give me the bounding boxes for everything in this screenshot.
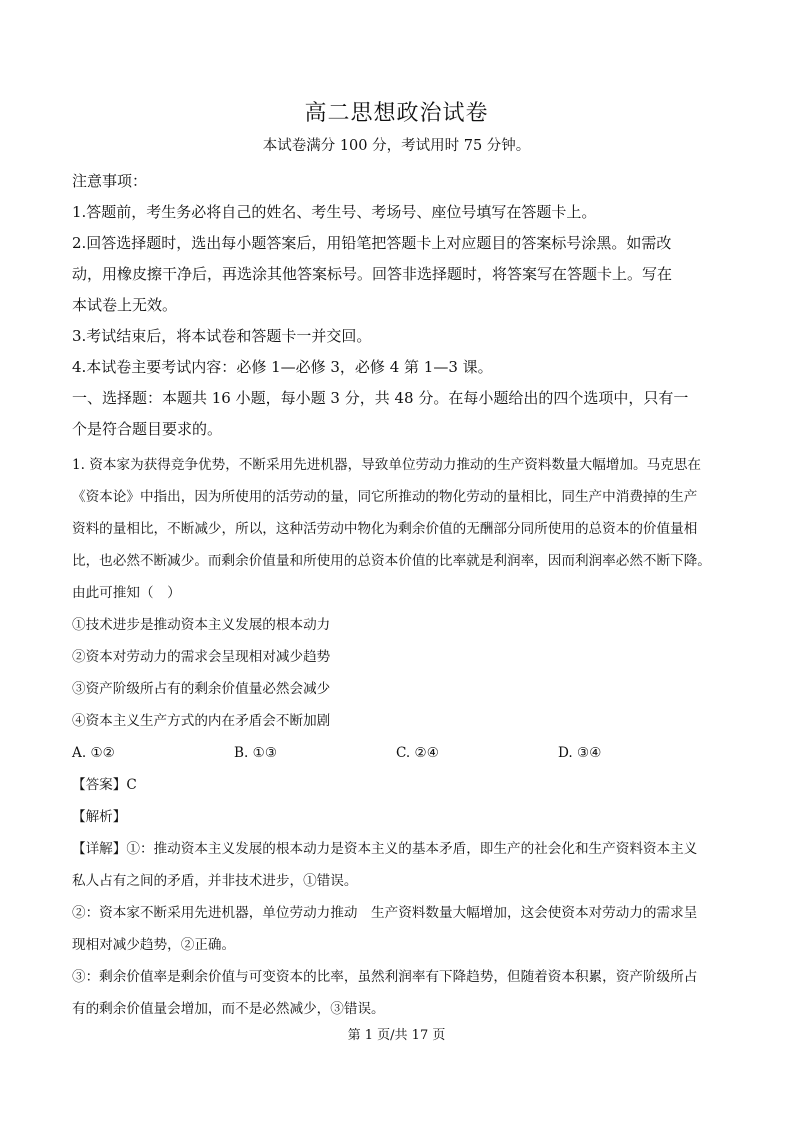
note-line: 2.回答选择题时，选出每小题答案后，用铅笔把答题卡上对应题目的答案标号涂黑。如需改 [72, 234, 672, 252]
statement-item: ③资产阶级所占有的剩余价值量必然会减少 [72, 681, 331, 697]
analysis-line: 私人占有之间的矛盾，并非技术进步，①错误。 [72, 873, 358, 889]
analysis-line: 有的剩余价值量会增加，而不是必然减少，③错误。 [72, 1001, 385, 1017]
option-b: B. ①③ [234, 745, 278, 761]
option-c: C. ②④ [396, 745, 439, 761]
section-heading: 个是符合题目要求的。 [72, 420, 223, 438]
statement-item: ②资本对劳动力的需求会呈现相对减少趋势 [72, 649, 331, 665]
page-title: 高二思想政治试卷 [304, 101, 489, 126]
analysis-line: ③：剩余价值率是剩余价值与可变资本的比率，虽然利润率有下降趋势，但随着资本积累，资产阶级所占 [72, 969, 698, 985]
question-stem: 比，也必然不断减少。而剩余价值量和所使用的总资本价值的比率就是利润率，因而利润率必然不断下降。 [72, 553, 711, 569]
statement-item: ①技术进步是推动资本主义发展的根本动力 [72, 617, 331, 633]
question-stem: 由此可推知（ ） [72, 585, 181, 601]
note-line: 4.本试卷主要考试内容：必修 1—必修 3，必修 4 第 1—3 课。 [72, 358, 493, 376]
analysis-line: 现相对减少趋势，②正确。 [72, 937, 236, 953]
exam-info: 本试卷满分 100 分，考试用时 75 分钟。 [262, 138, 531, 154]
answer-line: 【答案】C [72, 777, 137, 793]
answer-options [72, 737, 722, 769]
notes-heading: 注意事项： [72, 172, 148, 190]
analysis-heading: 【解析】 [72, 809, 127, 825]
analysis-line: 【详解】①：推动资本主义发展的根本动力是资本主义的基本矛盾，即生产的社会化和生产资料资本主义 [72, 841, 698, 857]
question-stem: 1. 资本家为获得竞争优势，不断采用先进机器，导致单位劳动力推动的生产资料数量大幅增加。马克思在 [72, 457, 702, 473]
note-line: 动，用橡皮擦干净后，再选涂其他答案标号。回答非选择题时，将答案写在答题卡上。写在 [72, 265, 673, 283]
page-number: 第 1 页/共 17 页 [347, 1028, 446, 1043]
page-body [72, 166, 722, 1025]
option-d: D. ③④ [558, 745, 602, 761]
statement-item: ④资本主义生产方式的内在矛盾会不断加剧 [72, 713, 331, 729]
question-stem: 资料的量相比，不断减少，所以，这种活劳动中物化为剩余价值的无酬部分同所使用的总资本的价值量相 [72, 521, 698, 537]
question-stem: 《资本论》中指出，因为所使用的活劳动的量，同它所推动的物化劳动的量相比，同生产中消费掉的生产 [72, 489, 698, 505]
note-line: 本试卷上无效。 [72, 296, 178, 314]
note-line: 3.考试结束后，将本试卷和答题卡一并交回。 [72, 327, 372, 345]
analysis-line: ②：资本家不断采用先进机器，单位劳动力推动 生产资料数量大幅增加，这会使资本对劳动力的需求呈 [72, 905, 698, 921]
note-line: 1.答题前，考生务必将自己的姓名、考生号、考场号、座位号填写在答题卡上。 [72, 203, 597, 221]
option-a: A. ①② [72, 745, 115, 761]
section-heading: 一、选择题：本题共 16 小题，每小题 3 分，共 48 分。在每小题给出的四个选项中，只有一 [72, 389, 689, 407]
